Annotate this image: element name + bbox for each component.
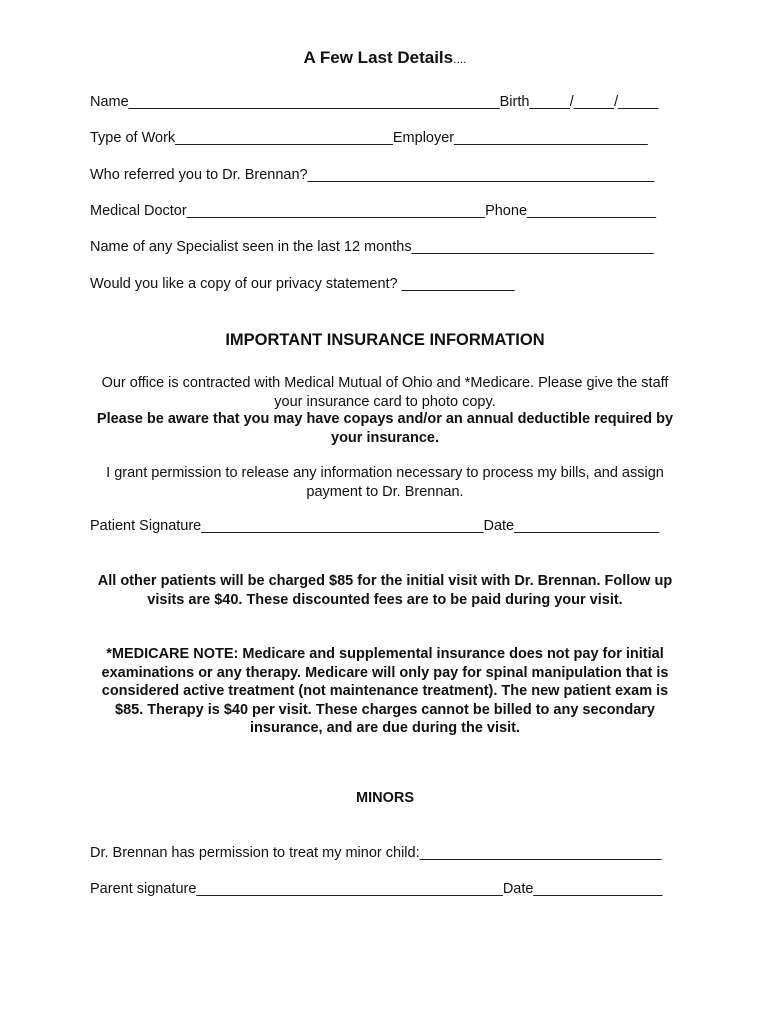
minor-permission-field[interactable]: Dr. Brennan has permission to treat my minor child:______________________________ [90,845,662,861]
title-text: A Few Last Details [303,48,454,67]
minors-heading: MINORS [356,790,414,806]
release-permission-text: I grant permission to release any information necessary to process my bills, and assign payment to Dr. Brennan. [106,465,664,500]
specialist-field[interactable]: Name of any Specialist seen in the last 12 months______________________________ [90,239,654,255]
insurance-contract-text: Our office is contracted with Medical Mutual of Ohio and *Medicare. Please give the staff your insurance card to photo copy. [101,375,669,410]
name-birth-field[interactable]: Name______________________________________________Birth_____/_____/_____ [90,94,659,110]
medicare-note-text: *MEDICARE NOTE: Medicare and supplemental insurance does not pay for initial examinations or any therapy. Medicare will only pay for spinal manipulation that is considered active treatment (not maintenance treatment). The new patient exam is $85. Therapy is $40 per visit. These charges cannot be billed to any secondary insurance, and are due during the visit. [101,646,669,736]
referred-by-field[interactable]: Who referred you to Dr. Brennan?___________________________________________ [90,167,655,183]
copay-notice-text: Please be aware that you may have copays and/or an annual deductible required by your insurance. [96,411,674,446]
title-dots: .... [453,52,467,66]
parent-signature-field[interactable]: Parent signature______________________________________Date________________ [90,881,663,897]
fees-notice-text: All other patients will be charged $85 for the initial visit with Dr. Brennan. Follow up visits are $40. These discounted fees are to be paid during your visit. [97,573,673,608]
medical-doctor-phone-field[interactable]: Medical Doctor_____________________________________Phone________________ [90,203,657,219]
patient-signature-field[interactable]: Patient Signature___________________________________Date__________________ [90,518,660,534]
privacy-statement-field[interactable]: Would you like a copy of our privacy statement? ______________ [90,276,515,292]
insurance-heading: IMPORTANT INSURANCE INFORMATION [225,331,545,349]
work-employer-field[interactable]: Type of Work___________________________Employer________________________ [90,130,648,146]
page-title [0,48,770,68]
